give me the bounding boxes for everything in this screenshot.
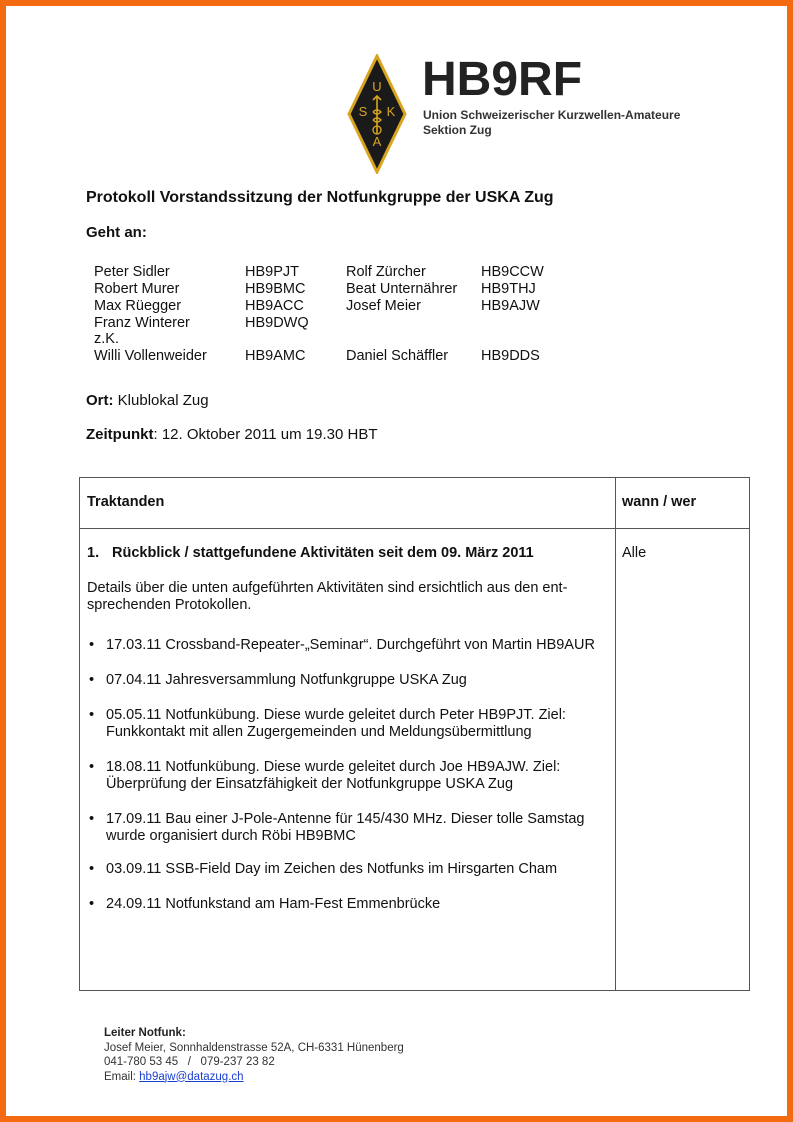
footer-label: Leiter Notfunk: [104,1027,186,1039]
uska-logo [346,54,408,179]
list-item: • 17.03.11 Crossband-Repeater-„Seminar“. Durchgeführt von Martin HB9AUR [89,637,595,653]
location-value: Klublokal Zug [113,392,209,409]
list-item: • 18.08.11 Notfunkübung. Diese wurde geleitet durch Joe HB9AJW. Ziel: Überprüfung der Einsatzfähigkeit der Notfunkgruppe USKA Zug [89,759,561,792]
list-item: • 05.05.11 Notfunkübung. Diese wurde geleitet durch Peter HB9PJT. Ziel: Funkkontakt mit allen Zugergemeinden und Meldungsübermittlung [89,707,566,740]
recipient-callsign: HB9DWQ [245,315,309,331]
recipient-callsign: HB9DDS [481,348,540,364]
recipient-name: Peter Sidler [94,264,170,280]
list-item: • 17.09.11 Bau einer J-Pole-Antenne für 145/430 MHz. Dieser tolle Samstag wurde organisiert durch Röbi HB9BMC [89,811,585,844]
bullet-icon: • [89,672,95,688]
document-title: Protokoll Vorstandssitzung der Notfunkgruppe der USKA Zug [86,189,554,206]
recipient-note: z.K. [94,331,119,347]
recipient-callsign: HB9THJ [481,281,536,297]
bullet-icon: • [89,707,95,723]
recipient-name: Beat Unternährer [346,281,458,297]
logo-letter-k: K [386,104,396,119]
bullet-icon: • [89,811,95,827]
recipient-name: Franz Winterer [94,315,190,331]
time-label: Zeitpunkt [86,426,154,443]
bullet-icon: • [89,861,95,877]
bullet-icon: • [89,637,95,653]
column-header-when-who: wann / wer [622,494,697,510]
callsign-title: HB9RF [422,53,583,106]
bullet-icon: • [89,759,95,775]
organization-name [423,108,680,138]
section-responsible: Alle [622,545,647,561]
table-header-divider [80,528,749,529]
list-item: • 07.04.11 Jahresversammlung Notfunkgruppe USKA Zug [89,672,467,688]
recipient-name: Josef Meier [346,298,421,314]
footer-email-line [104,1070,404,1085]
location-label: Ort: [86,392,114,409]
section-title [87,545,534,561]
logo-letter-a: A [372,134,382,149]
org-line-1: Union Schweizerischer Kurzwellen-Amateure [423,108,681,122]
bullet-icon: • [89,896,95,912]
recipient-callsign: HB9ACC [245,298,304,314]
footer-address: Josef Meier, Sonnhaldenstrasse 52A, CH-6331 Hünenberg [104,1041,404,1054]
logo-letter-u: U [372,79,382,94]
footer-phones: 041-780 53 45 / 079-237 23 82 [104,1056,275,1068]
recipient-name: Willi Vollenweider [94,348,207,364]
section-details: Details über die unten aufgeführten Aktivitäten sind ersichtlich aus den ent-sprechenden Protokollen. [87,580,568,613]
recipient-callsign: HB9AJW [481,298,540,314]
recipient-callsign: HB9BMC [245,281,306,297]
section-title-text: Rückblick / stattgefundene Aktivitäten seit dem 09. März 2011 [112,545,534,561]
location-line [86,392,209,409]
recipient-name: Robert Murer [94,281,180,297]
column-header-agenda: Traktanden [87,494,165,510]
list-item: • 03.09.11 SSB-Field Day im Zeichen des Notfunks im Hirsgarten Cham [89,861,558,877]
table-column-divider [615,478,616,990]
footer-email-label: Email: [104,1070,140,1083]
email-link[interactable]: hb9ajw@datazug.ch [139,1070,244,1083]
list-item: • 24.09.11 Notfunkstand am Ham-Fest Emmenbrücke [89,896,441,912]
agenda-table [79,477,750,991]
recipient-name: Max Rüegger [94,298,182,314]
time-line [86,426,378,443]
recipient-callsign: HB9CCW [481,264,544,280]
org-line-2: Sektion Zug [423,123,492,137]
recipient-callsign: HB9PJT [245,264,299,280]
logo-letter-s: S [358,104,368,119]
footer-contact [104,1026,404,1084]
time-value: : 12. Oktober 2011 um 19.30 HBT [153,426,378,443]
recipients-heading: Geht an: [86,224,147,241]
recipient-name: Daniel Schäffler [346,348,449,364]
recipient-name: Rolf Zürcher [346,264,426,280]
section-number: 1. [87,545,100,561]
recipient-callsign: HB9AMC [245,348,306,364]
